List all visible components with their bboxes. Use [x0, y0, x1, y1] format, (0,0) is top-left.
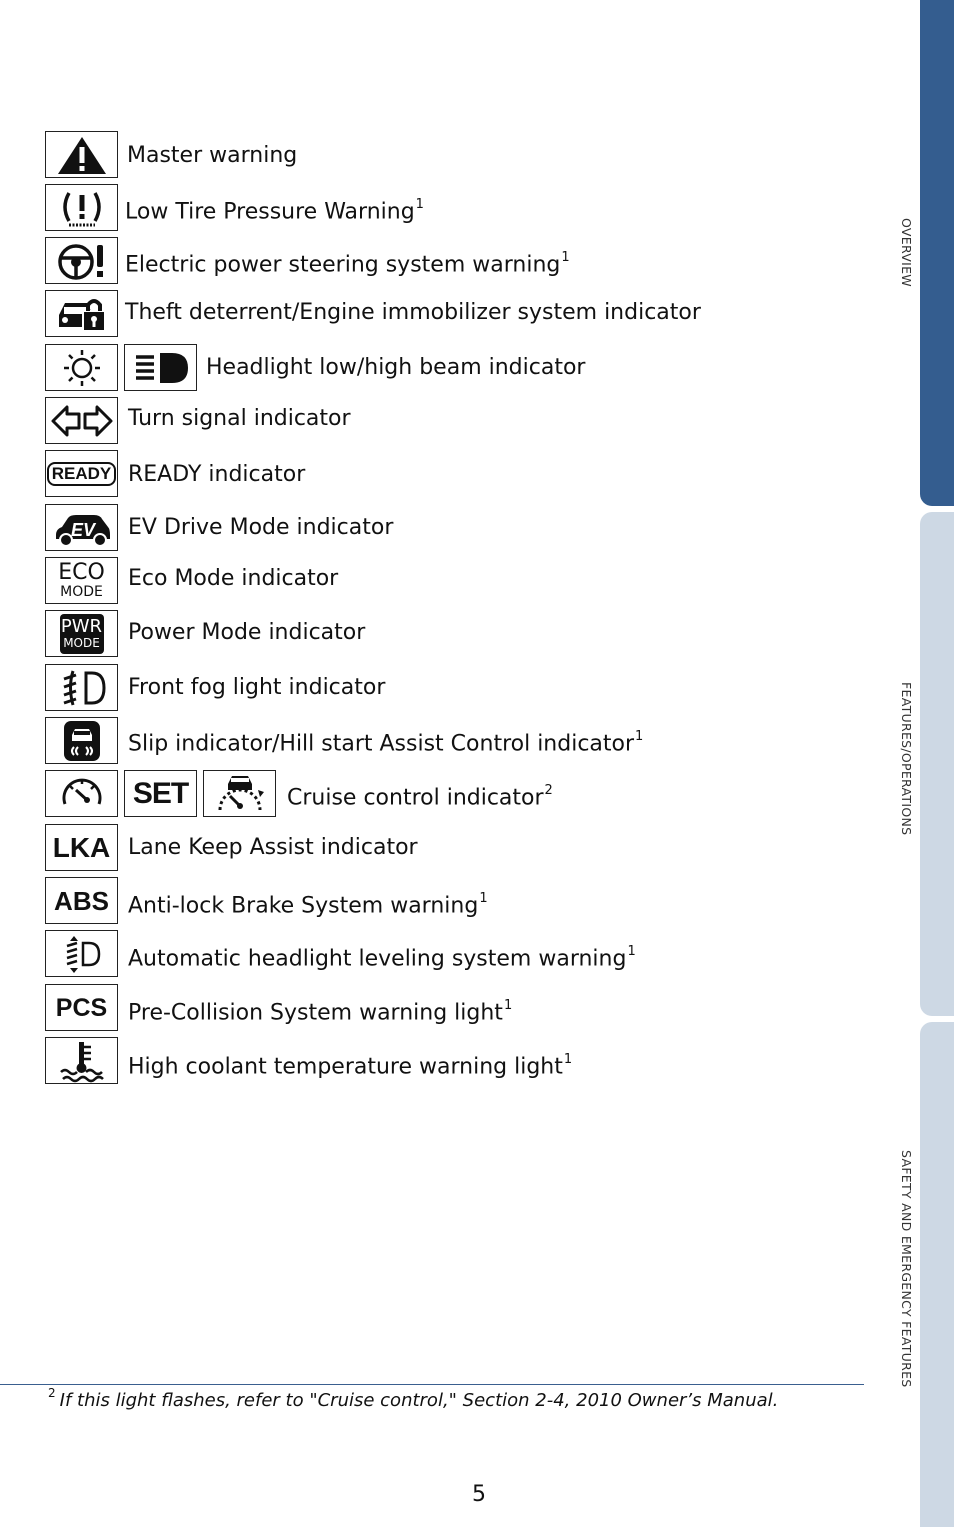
- ready-icon: READY: [45, 450, 118, 497]
- indicator-label: Front fog light indicator: [128, 675, 386, 700]
- indicator-label: Headlight low/high beam indicator: [206, 355, 586, 380]
- page-number: 5: [472, 1482, 486, 1507]
- lka-icon: LKA: [45, 824, 118, 871]
- headlight-leveling-icon: [45, 930, 118, 977]
- tab-overview[interactable]: [920, 0, 954, 506]
- eco-mode-icon: ECO MODE: [45, 557, 118, 604]
- indicator-label: Anti-lock Brake System warning$^1$: [128, 891, 488, 919]
- indicator-label: Cruise control indicator$^2$: [287, 783, 553, 811]
- svg-text:EV: EV: [70, 519, 95, 540]
- cruise-set-icon: SET: [124, 770, 197, 817]
- indicator-label: Automatic headlight leveling system warning$^1$: [128, 944, 636, 972]
- footnote: $^2$ If this light flashes, refer to "Cruise control," Section 2-4, 2010 Owner’s Manual.: [48, 1386, 779, 1411]
- master-warning-icon: [45, 131, 118, 178]
- radar-cruise-icon: [203, 770, 276, 817]
- indicator-label: Pre-Collision System warning light$^1$: [128, 998, 513, 1026]
- power-steering-icon: [45, 237, 118, 284]
- indicator-label: Theft deterrent/Engine immobilizer system indicator: [125, 300, 701, 325]
- power-mode-icon: PWR MODE: [45, 610, 118, 657]
- indicator-label: Slip indicator/Hill start Assist Control indicator$^1$: [128, 729, 644, 757]
- cruise-control-icon: [45, 770, 118, 817]
- high-beam-icon: [124, 344, 197, 391]
- coolant-temp-icon: [45, 1037, 118, 1084]
- indicator-label: Electric power steering system warning$^1$: [125, 250, 570, 278]
- tab-label-features: FEATURES/OPERATIONS: [899, 682, 914, 836]
- tire-pressure-icon: [45, 184, 118, 231]
- indicator-label: High coolant temperature warning light$^1$: [128, 1052, 573, 1080]
- immobilizer-icon: [45, 290, 118, 337]
- footnote-divider: [0, 1384, 864, 1385]
- tab-safety[interactable]: [920, 1022, 954, 1527]
- ev-mode-icon: [45, 504, 118, 551]
- indicator-label: Turn signal indicator: [128, 406, 351, 431]
- headlight-icon: [45, 344, 118, 391]
- indicator-label: Eco Mode indicator: [128, 566, 339, 591]
- tab-features-operations[interactable]: [920, 512, 954, 1016]
- abs-icon: ABS: [45, 877, 118, 924]
- tab-label-overview: OVERVIEW: [899, 218, 914, 287]
- tab-label-safety: SAFETY AND EMERGENCY FEATURES: [899, 1150, 914, 1388]
- indicator-label: Low Tire Pressure Warning$^1$: [125, 197, 424, 225]
- slip-indicator-icon: [45, 717, 118, 764]
- fog-light-icon: [45, 664, 118, 711]
- indicator-label: Master warning: [127, 143, 298, 168]
- indicator-label: Power Mode indicator: [128, 620, 366, 645]
- indicator-label: Lane Keep Assist indicator: [128, 835, 418, 860]
- indicator-label: READY indicator: [128, 462, 306, 487]
- pcs-icon: PCS: [45, 984, 118, 1031]
- indicator-label: EV Drive Mode indicator: [128, 515, 394, 540]
- turn-signal-icon: [45, 397, 118, 444]
